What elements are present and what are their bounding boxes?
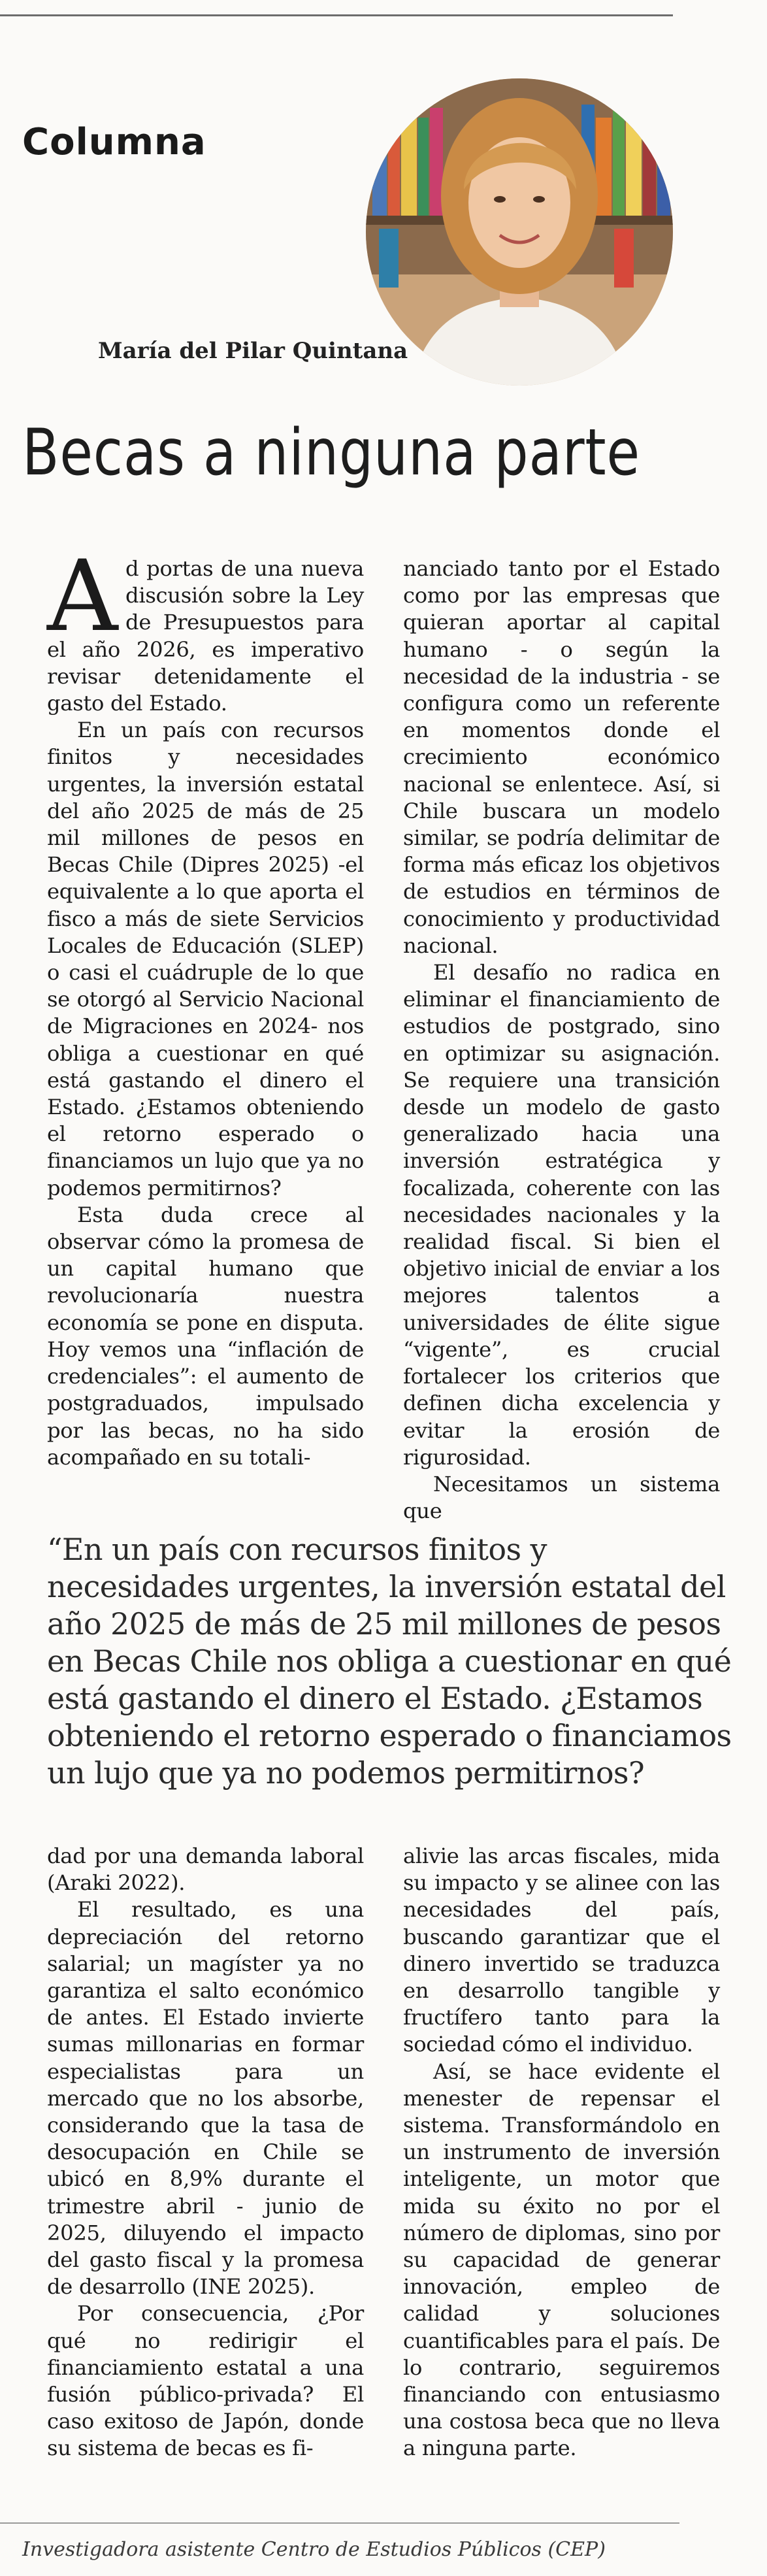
author-credit: Investigadora asistente Centro de Estudios Públicos (CEP) <box>22 2538 606 2561</box>
column-right-bottom <box>403 1843 720 2461</box>
footer-rule <box>0 2522 679 2524</box>
author-portrait-icon <box>366 78 673 386</box>
section-label: Columna <box>22 121 206 163</box>
paragraph: Necesitamos un sistema que <box>403 1471 720 1524</box>
paragraph-text: d portas de una nueva discusión sobre la Ley de Presupuestos para el año 2026, es imperativo revisar detenidamente el gasto del Estado. <box>47 556 364 716</box>
paragraph: Por consecuencia, ¿Por qué no redirigir el financiamiento estatal a una fusión público-privada? El caso exitoso de Japón, donde su sistema de becas es fi- <box>47 2301 364 2461</box>
paragraph: El desafío no radica en eliminar el financiamiento de estudios de postgrado, sino en optimizar su asignación. Se requiere una transición desde un modelo de gasto generalizado hacia una inversión estratégica y focalizada, coherente con las necesidades nacionales y la realidad fiscal. Si bien el objetivo inicial de enviar a los mejores talentos a universidades de élite sigue “vigente”, es crucial fortalecer los criterios que definen dicha excelencia y evitar la erosión de rigurosidad. <box>403 960 720 1470</box>
column-left-top <box>47 540 364 1470</box>
paragraph: Esta duda crece al observar cómo la promesa de un capital humano que revolucionaría nuestra economía se pone en disputa. Hoy vemos una “inflación de credenciales”: el aumento de postgraduados, impulsado por las becas, no ha sido acompañado en su totali- <box>47 1202 364 1470</box>
paragraph: nanciado tanto por el Estado como por las empresas que quieran aportar al capital humano - o según la necesidad de la industria - se configura como un referente en momentos donde el crecimiento económico nacional se enlentece. Así, si Chile buscara un modelo similar, se podría delimitar de forma más eficaz los objetivos de estudios en términos de conocimiento y productividad nacional. <box>403 556 720 958</box>
paragraph: El resultado, es una depreciación del retorno salarial; un magíster ya no garantiza el salto económico de antes. El Estado invierte sumas millonarias en formar especialistas para un mercado que no los absorbe, considerando que la tasa de desocupación en Chile se ubicó en 8,9% durante el trimestre abril - junio de 2025, diluyendo el impacto del gasto fiscal y la promesa de desarrollo (INE 2025). <box>47 1897 364 2300</box>
paragraph: alivie las arcas fiscales, mida su impacto y se alinee con las necesidades del país, buscando garantizar que el dinero invertido se traduzca en desarrollo tangible y fructífero tanto para la sociedad cómo el individuo. <box>403 1843 720 2057</box>
article-body-top <box>47 540 720 1524</box>
author-portrait <box>366 78 673 386</box>
paragraph: En un país con recursos finitos y necesidades urgentes, la inversión estatal del año 2025 de más de 25 mil millones de pesos en Becas Chile (Dipres 2025) -el equivalente a lo que aporta el fisco a más de siete Servicios Locales de Educación (SLEP) o casi el cuádruple de lo que se otorgó al Servicio Nacional de Migraciones en 2024- nos obliga a cuestionar en qué está gastando el dinero el Estado. ¿Estamos obteniendo el retorno esperado o financiamos un lujo que ya no podemos permitirnos? <box>47 718 364 1200</box>
author-name: María del Pilar Quintana <box>98 338 408 364</box>
paragraph: Así, se hace evidente el menester de repensar el sistema. Transformándolo en un instrumento de inversión inteligente, un motor que mida su éxito no por el número de diplomas, sino por su capacidad de generar innovación, empleo de calidad y soluciones cuantificables para el país. De lo contrario, seguiremos financiando con entusiasmo una costosa beca que no lleva a ninguna parte. <box>403 2058 720 2461</box>
paragraph <box>47 540 364 717</box>
drop-cap: A <box>47 540 118 653</box>
column-left-bottom <box>47 1843 364 2461</box>
pull-quote: “En un país con recursos finitos y necesidades urgentes, la inversión estatal del año 2025 de más de 25 mil millones de pesos en Becas Chile nos obliga a cuestionar en qué está gastando el dinero el Estado. ¿Estamos obteniendo el retorno esperado o financiamos un lujo que ya no podemos permitirnos? <box>47 1532 732 1791</box>
column-right-top <box>403 555 720 1524</box>
top-rule <box>0 14 673 16</box>
article-body-bottom <box>47 1843 720 2461</box>
headline: Becas a ninguna parte <box>22 416 641 490</box>
paragraph: dad por una demanda laboral (Araki 2022). <box>47 1843 364 1896</box>
